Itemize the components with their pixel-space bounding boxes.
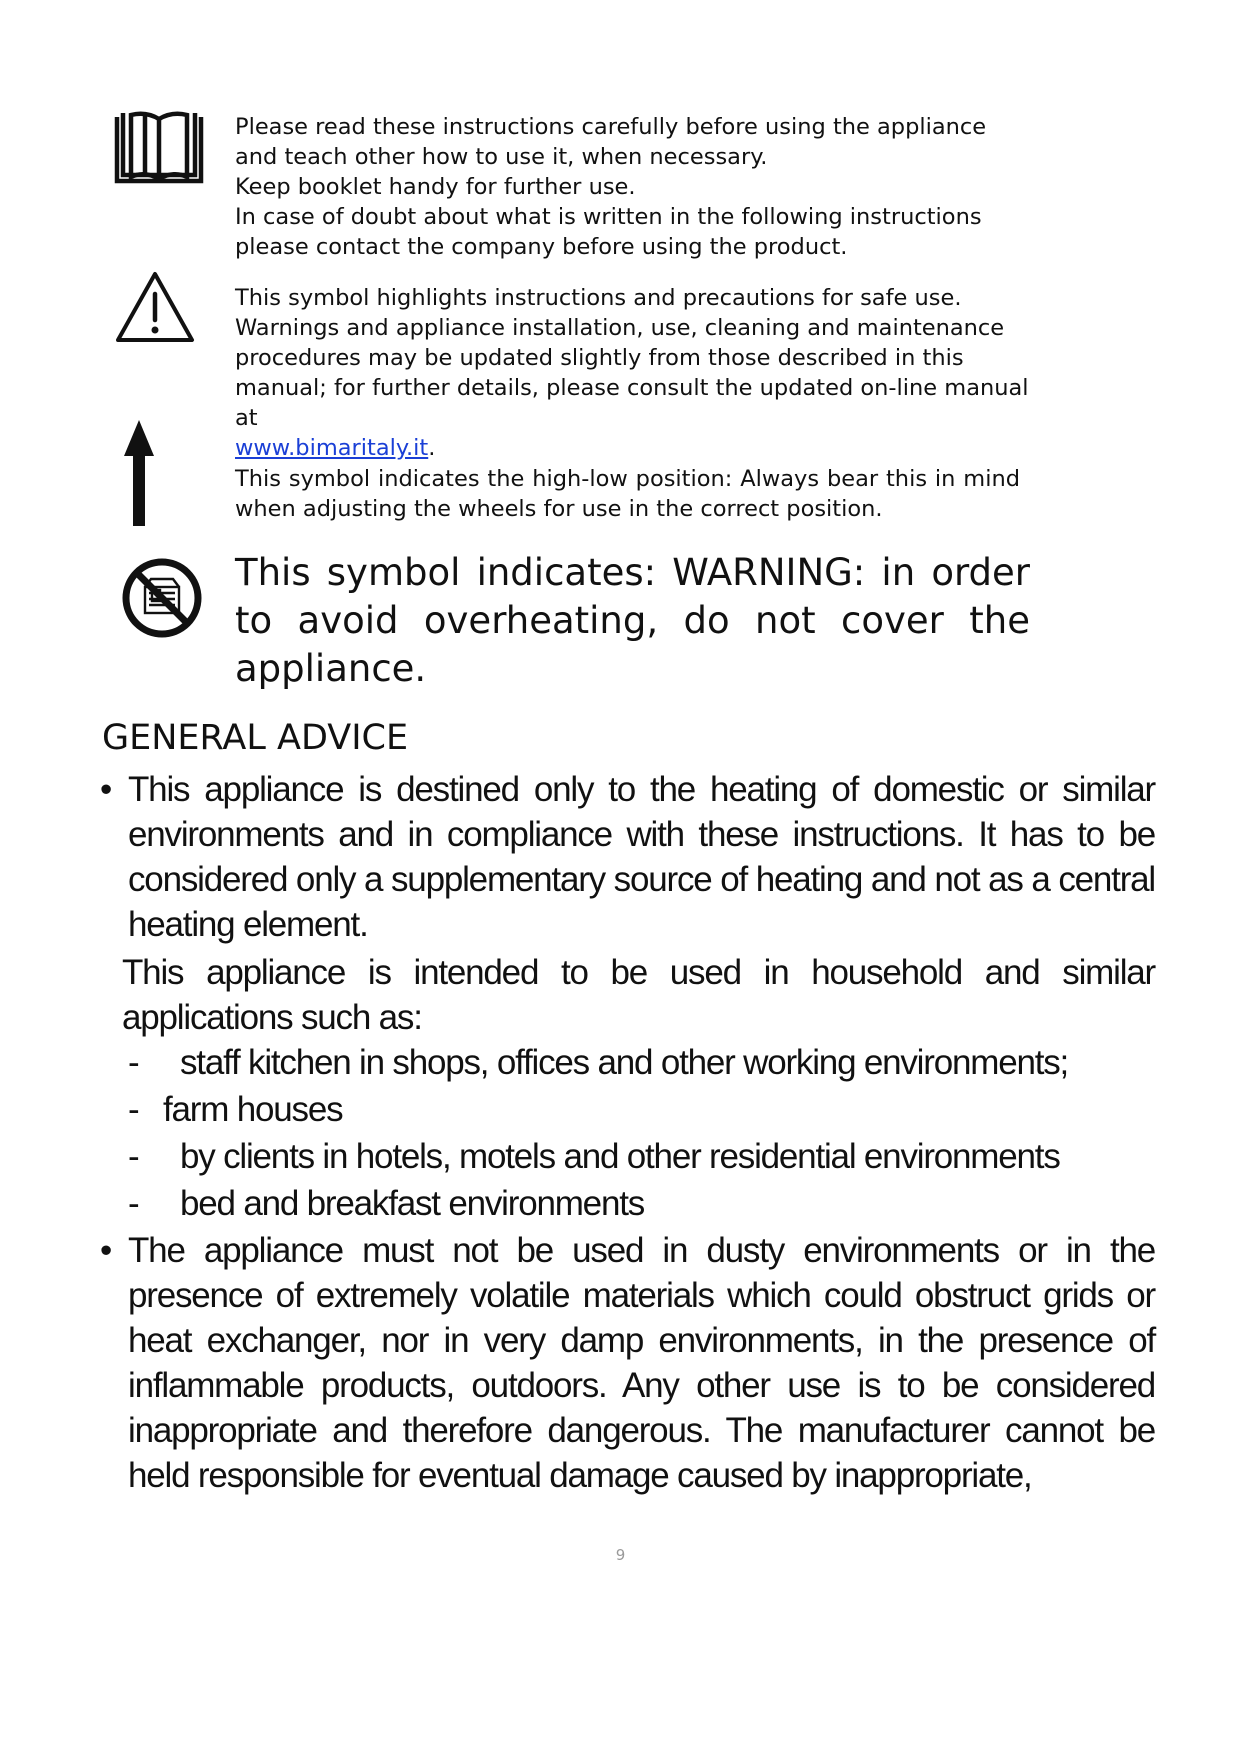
dash-marker: - [128, 1137, 139, 1176]
manual-line: and teach other how to use it, when necessary. [235, 144, 768, 170]
warning-line: manual; for further details, please consult the updated on-line manual at [235, 375, 1029, 431]
list-item-text: staff kitchen in shops, offices and other working environments; [180, 1043, 1069, 1082]
list-item-text: by clients in hotels, motels and other residential environments [180, 1137, 1060, 1176]
bullet-dot: • [100, 770, 112, 809]
warning-triangle-icon [114, 270, 196, 344]
bullet-text: The appliance must not be used in dusty environments or in the presence of extremely volatile materials which could obstruct grids or heat exchanger, nor in very damp environments, in the presence of inflammable products, outdoors. Any other use is to be considered inappropriate and therefore dangerous. The manufacturer cannot be held responsible for eventual damage caused by inappropriate, [128, 1231, 1155, 1495]
warning-line: This symbol highlights instructions and precautions for safe use. [235, 285, 962, 311]
warning-line: Warnings and appliance installation, use, cleaning and maintenance [235, 315, 1005, 341]
read-instructions-text [235, 112, 1055, 262]
intended-use-paragraph: This appliance is intended to be used in household and similar applications such as: [122, 953, 1155, 1037]
list-item-text: farm houses [163, 1090, 343, 1129]
open-book-icon [113, 111, 205, 187]
advice-bullet-domestic-use [100, 767, 1155, 947]
list-item-text: bed and breakfast environments [180, 1184, 645, 1223]
list-item [100, 1087, 1155, 1134]
dash-marker: - [128, 1184, 139, 1223]
safety-precautions-text [235, 283, 1055, 463]
manual-line: Please read these instructions carefully before using the appliance [235, 114, 987, 140]
manual-line: please contact the company before using the product. [235, 234, 848, 260]
dash-marker: - [128, 1043, 139, 1082]
warning-line: procedures may be updated slightly from those described in this [235, 345, 964, 371]
bullet-dot: • [100, 1231, 112, 1270]
do-not-cover-icon [121, 557, 203, 639]
high-low-position-text: This symbol indicates the high-low position: Always bear this in mind when adjusting the wheels for use in the correct position. [235, 466, 1020, 522]
link-period: . [428, 435, 436, 461]
manual-line: In case of doubt about what is written in the following instructions [235, 204, 982, 230]
general-advice-heading: GENERAL ADVICE [102, 718, 409, 758]
list-item [100, 1134, 1155, 1181]
up-arrow-icon [124, 420, 154, 526]
bullet-text: This appliance is destined only to the heating of domestic or similar environments and in compliance with these instructions. It has to be considered only a supplementary source of heating and not as a central heating element. [128, 770, 1155, 944]
dash-marker: - [128, 1090, 139, 1129]
list-item [100, 1181, 1155, 1228]
no-cover-warning-text: This symbol indicates: WARNING: in order to avoid overheating, do not cover the appliance. [235, 551, 1030, 690]
page-number: 9 [615, 1546, 626, 1564]
website-link[interactable]: www.bimaritaly.it [235, 435, 429, 461]
advice-bullet-environments [100, 1228, 1155, 1498]
general-advice-body [100, 767, 1155, 1498]
list-item [100, 1040, 1155, 1087]
manual-line: Keep booklet handy for further use. [235, 174, 636, 200]
